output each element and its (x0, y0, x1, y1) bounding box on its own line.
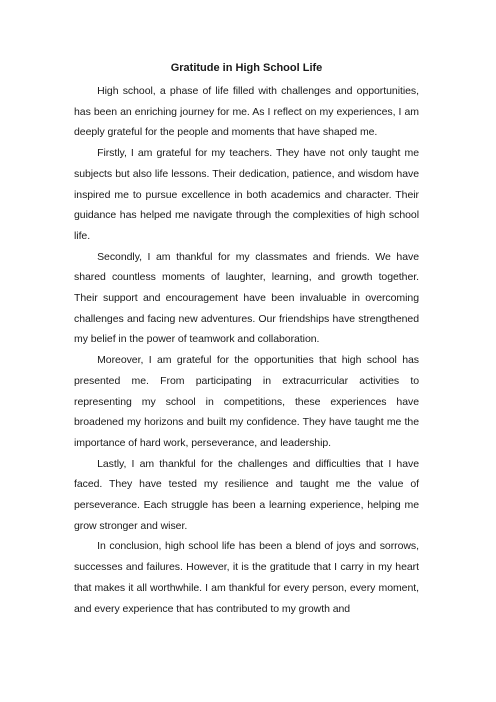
paragraph-intro: High school, a phase of life filled with challenges and opportunities, has been an enriching journey for me. As I reflect on my experiences, I am deeply grateful for the people and moments that have shaped me. (74, 85, 419, 139)
paragraph-opportunities: Moreover, I am grateful for the opportunities that high school has presented me. From participating in extracurricular activities to representing my school in competitions, these experiences have broadened my horizons and built my confidence. They have taught me the importance of hard work, perseverance, and leadership. (74, 354, 419, 449)
paragraph-challenges: Lastly, I am thankful for the challenges and difficulties that I have faced. They have tested my resilience and taught me the value of perseverance. Each struggle has been a learning experience, helping me grow stronger and wiser. (74, 457, 419, 532)
document-body (74, 61, 419, 619)
paragraph-teachers: Firstly, I am grateful for my teachers. They have not only taught me subjects but also life lessons. Their dedication, patience, and wisdom have inspired me to pursue excellence in both academics and character. Their guidance has helped me navigate through the complexities of high school life. (74, 147, 419, 242)
document-title: Gratitude in High School Life (170, 62, 323, 74)
paragraph-conclusion: In conclusion, high school life has been a blend of joys and sorrows, successes and failures. However, it is the gratitude that I carry in my heart that makes it all worthwhile. I am thankful for every person, every moment, and every experience that has contributed to my growth and (74, 540, 419, 615)
paragraph-friends: Secondly, I am thankful for my classmates and friends. We have shared countless moments of laughter, learning, and growth together. Their support and encouragement have been invaluable in overcoming challenges and facing new adventures. Our friendships have strengthened my belief in the power of teamwork and collaboration. (74, 250, 419, 346)
